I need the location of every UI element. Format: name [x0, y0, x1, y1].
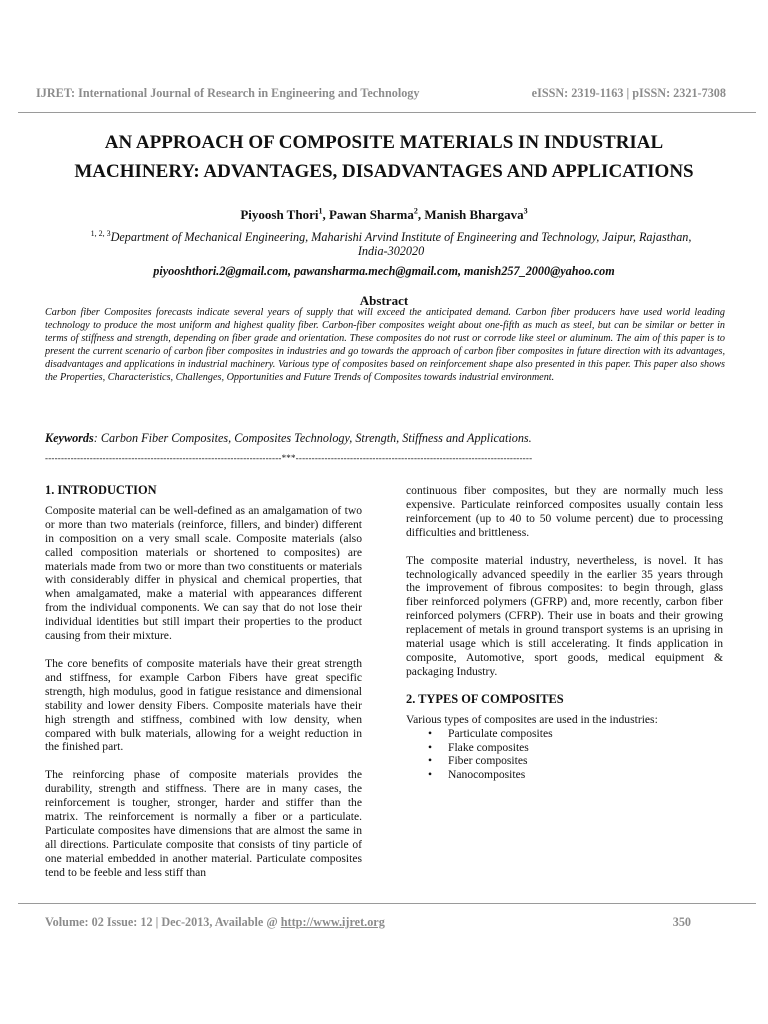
list-item: • Particulate composites — [428, 727, 723, 741]
keywords-text: : Carbon Fiber Composites, Composites Technology, Strength, Stiffness and Applications. — [93, 431, 532, 445]
footer-rule — [18, 903, 756, 904]
author-1-sup: 1 — [318, 206, 323, 216]
list-item: • Fiber composites — [428, 754, 723, 768]
keywords — [45, 431, 725, 446]
author-1: Piyoosh Thori — [240, 207, 319, 222]
author-emails: piyooshthori.2@gmail.com, pawansharma.mech@gmail.com, manish257_2000@yahoo.com — [153, 264, 615, 278]
introduction-heading: 1. INTRODUCTION — [45, 483, 157, 497]
author-3: Manish Bhargava — [424, 207, 524, 222]
left-column — [45, 484, 362, 894]
section-divider: --------------------------------------------------------------------------***-------------------------------------------------------------------------- — [45, 453, 533, 463]
header-rule — [18, 112, 756, 113]
title-line-2: MACHINERY: ADVANTAGES, DISADVANTAGES AND APPLICATIONS — [74, 161, 694, 182]
intro-paragraph-3: The reinforcing phase of composite materials provides the durability, strength and stiffness. There are in many cases, the reinforcement is tougher, stronger, harder and stiffer than the matrix. The reinforcement is normally a fiber or a particulate. Particulate composites have dimensions that are almost the same in all directions. Particulate composite that consists of tiny particle of one material embedded in another material. Particulate composites tend to be feeble and less stiff than — [45, 768, 362, 879]
abstract-heading: Abstract — [359, 293, 409, 308]
issn-info: eISSN: 2319-1163 | pISSN: 2321-7308 — [531, 86, 726, 100]
list-item: • Nanocomposites — [428, 768, 723, 782]
page-number: 350 — [672, 915, 691, 929]
author-list: Piyoosh Thori$^1$, Pawan Sharma$^2$, Manish Bhargava$^3$ — [240, 206, 528, 222]
keywords-label: Keywords — [45, 431, 94, 445]
running-header — [36, 86, 726, 101]
intro-paragraph-1: Composite material can be well-defined as an amalgamation of two or more than two materials (reinforce, fillers, and binder) different in composition on a very small scale. Composite materials (also called composition materials or shortened to composites) are materials made from two or more than two constituents or materials with considerably differ in physical and chemical properties, that when amalgamated, make a material with appearances different from the individual components. We can say that do not lose their individual identities but still impart their properties to the product causing from their mixture. — [45, 503, 362, 643]
affiliation — [86, 230, 696, 258]
types-list — [428, 727, 723, 783]
intro-paragraph-5: The composite material industry, nevertheless, is novel. It has technologically advanced speedily in the earlier 35 years through the improvement of fibrous composites: to begin through, glass fiber reinforced polymers (GFRP) and, more recently, carbon fiber reinforced polymers (CFRP). Their use in boats and their growing replacement of metals in ground transport systems is an uprising in material usage which is still accelerating. It finds application in composite, Automotive, sport goods, medical equipment & packaging Industry. — [406, 553, 723, 678]
author-2: Pawan Sharma — [328, 207, 414, 222]
author-3-sup: 3 — [523, 206, 528, 216]
footer-volume: Volume: 02 Issue: 12 | Dec-2013, Available @ http://www.ijret.org — [45, 915, 385, 929]
abstract-text: Carbon fiber Composites forecasts indicate several years of supply that will exceed the anticipated demand. Carbon fiber producers have used world leading technology to produce the most uniform and highest quality fiber. Carbon-fiber composites weight about one-fifth as much as steel, but can be similar or better in terms of stiffness and strength, depending on fiber grade and orientation. These composites do not rust or corrode like steel or aluminum. The aim of this paper is to present the current scenario of carbon fiber composites in industries and go towards the approach of carbon fiber composites in future direction with its advantages, disadvantages and applications in industrial machinery. Various type of composites based on reinforcement shape also presented in this paper. This paper also shows the Properties, Characteristics, Challenges, Opportunities and Future Trends of Composites towards industrial environment. — [45, 307, 725, 383]
types-intro: Various types of composites are used in the industries: — [406, 712, 658, 726]
running-footer — [45, 915, 691, 930]
paper-title — [40, 128, 728, 186]
right-column — [406, 484, 723, 782]
affiliation-text: Department of Mechanical Engineering, Maharishi Arvind Institute of Engineering and Technology, Jaipur, Rajasthan, India-302020 — [110, 230, 692, 258]
intro-paragraph-2: The core benefits of composite materials have their great strength and stiffness, for example Carbon Fibers have great specific strength, high modulus, good in fatigue resistance and dimensional stability and lower density Fibers. Composite materials have their high strength and stiffness, combined with low density, when compared with bulk materials, allowing for a weight reduction in the finished part. — [45, 656, 362, 754]
journal-name: IJRET: International Journal of Research in Engineering and Technology — [36, 86, 420, 100]
types-heading: 2. TYPES OF COMPOSITES — [406, 691, 564, 706]
journal-url-link[interactable]: http://www.ijret.org — [280, 915, 385, 929]
list-item: • Flake composites — [428, 741, 723, 755]
affiliation-sup: 1, 2, 3 — [90, 228, 111, 238]
intro-paragraph-4: continuous fiber composites, but they are normally much less expensive. Particulate reinforced composites usually contain less reinforcement (up to 40 to 50 volume percent) due to processing difficulties and brittleness. — [406, 484, 723, 539]
title-line-1: AN APPROACH OF COMPOSITE MATERIALS IN INDUSTRIAL — [104, 132, 664, 153]
author-2-sup: 2 — [413, 206, 418, 216]
